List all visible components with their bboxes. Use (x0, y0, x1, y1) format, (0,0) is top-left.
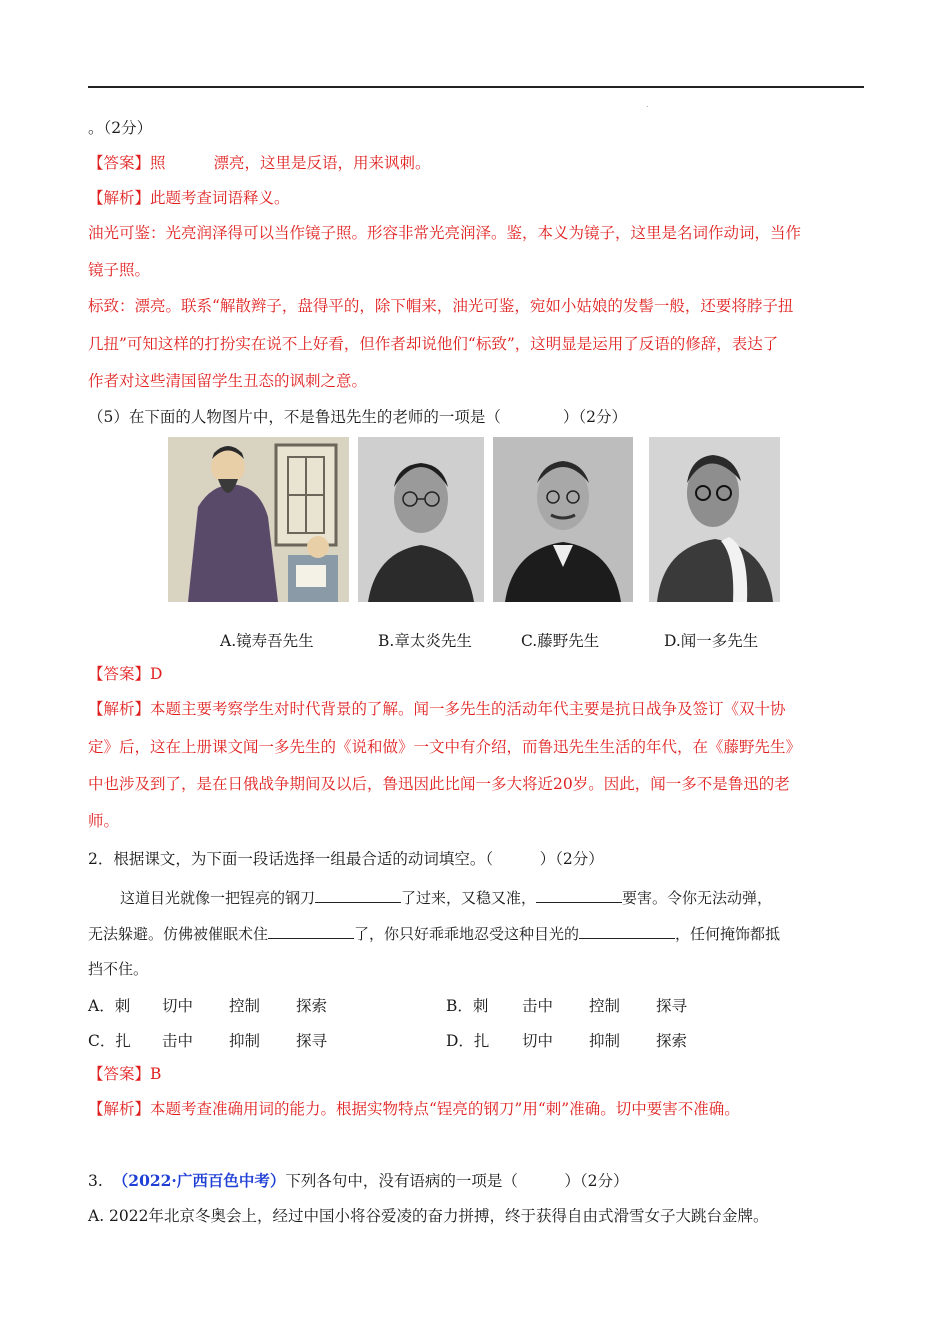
q3-stem-line (88, 1171, 628, 1191)
q5-analysis-line: 【解析】本题主要考察学生对时代背景的了解。闻一多先生的活动年代主要是抗日战争及签订《双十协 (88, 700, 786, 718)
q5-answer: 【答案】D (88, 665, 163, 683)
q4-analysis-label: 【解析】此题考查词语释义。 (88, 189, 290, 207)
fill-blank-1[interactable] (315, 886, 401, 903)
fragment-line: 。（2分） (88, 119, 153, 137)
option-b-2: 击中 (522, 997, 554, 1015)
photo-c-portrait (493, 437, 633, 602)
q2-analysis: 【解析】本题考查准确用词的能力。根据实物特点“锃亮的钢刀”用“刺”准确。切中要害不准确。 (88, 1100, 740, 1118)
option-d-3: 抑制 (589, 1032, 621, 1050)
q2-passage-line-2 (88, 922, 780, 944)
option-c-4: 探寻 (296, 1032, 328, 1050)
caption-b: B.章太炎先生 (378, 632, 472, 650)
caption-d: D.闻一多先生 (664, 632, 759, 650)
option-c-3: 抑制 (229, 1032, 261, 1050)
fill-blank-4[interactable] (579, 922, 675, 939)
q2-passage-line-1 (120, 886, 772, 908)
q3-source: （2022·广西百色中考） (112, 1171, 286, 1190)
q4-answer-label: 【答案】照 (88, 154, 166, 172)
option-d-2: 切中 (522, 1032, 554, 1050)
caption-c: C.藤野先生 (521, 632, 600, 650)
fill-blank-2[interactable] (536, 886, 622, 903)
q5-stem: （5）在下面的人物图片中，不是鲁迅先生的老师的一项是（ ）（2分） (88, 408, 627, 426)
option-b-3: 控制 (589, 997, 621, 1015)
q4-answer (88, 153, 431, 173)
q4-analysis-line: 作者对这些清国留学生丑态的讽刺之意。 (88, 372, 368, 390)
header-rule (88, 86, 864, 88)
caption-a: A.镜寿吾先生 (220, 632, 314, 650)
passage-text: 这道目光就像一把锃亮的钢刀 (120, 889, 316, 907)
passage-text: 了，你只好乖乖地忍受这种目光的 (354, 925, 580, 943)
option-c-1[interactable]: C．扎 (88, 1032, 131, 1050)
q2-stem: 2．根据课文，为下面一段话选择一组最合适的动词填空。（ ）（2分） (88, 850, 604, 868)
q2-answer: 【答案】B (88, 1065, 162, 1083)
q4-answer-text: 漂亮，这里是反语，用来讽刺。 (213, 154, 431, 172)
option-b-1[interactable]: B．刺 (446, 997, 489, 1015)
passage-text: 无法躲避。仿佛被催眠术住 (88, 925, 269, 943)
q2-passage-line-3: 挡不住。 (88, 960, 149, 978)
photo-a-portrait (168, 437, 349, 602)
option-d-1[interactable]: D．扎 (446, 1032, 490, 1050)
q3-number: 3. (88, 1172, 103, 1190)
q3-option-a[interactable]: A. 2022年北京冬奥会上，经过中国小将谷爱凌的奋力拼搏，终于获得自由式滑雪女子大跳台金牌。 (88, 1207, 769, 1225)
q5-analysis-line: 师。 (88, 812, 120, 830)
q4-analysis-line: 油光可鉴：光亮润泽得可以当作镜子照。形容非常光亮润泽。鉴，本义为镜子，这里是名词作动词，当作 (88, 224, 802, 242)
header-dot: . (646, 100, 649, 109)
q3-stem: 下列各句中，没有语病的一项是（ ）（2分） (285, 1172, 629, 1190)
option-d-4: 探索 (656, 1032, 688, 1050)
fill-blank-3[interactable] (268, 922, 354, 939)
passage-text: 要害。令你无法动弹， (622, 889, 773, 907)
q4-analysis-line: 镜子照。 (88, 261, 151, 279)
option-a-3: 控制 (229, 997, 261, 1015)
q4-analysis-line: 几扭”可知这样的打扮实在说不上好看，但作者却说他们“标致”，这明显是运用了反语的修辞，表达了 (88, 335, 779, 353)
passage-text: ，任何掩饰都抵 (675, 925, 781, 943)
photo-d-portrait (649, 437, 780, 602)
q5-analysis-line: 中也涉及到了，是在日俄战争期间及以后，鲁迅因此比闻一多大将近20岁。因此，闻一多不是鲁迅的老 (88, 775, 790, 793)
passage-text: 了过来，又稳又准， (401, 889, 537, 907)
photo-b-portrait (358, 437, 484, 602)
q5-analysis-line: 定》后，这在上册课文闻一多先生的《说和做》一文中有介绍，而鲁迅先生生活的年代，在《藤野先生》 (88, 738, 802, 756)
option-a-4: 探索 (296, 997, 328, 1015)
q4-analysis-line: 标致：漂亮。联系“解散辫子，盘得平的，除下帽来，油光可鉴，宛如小姑娘的发髻一般，还要将脖子扭 (88, 297, 794, 315)
option-c-2: 击中 (162, 1032, 194, 1050)
option-b-4: 探寻 (656, 997, 688, 1015)
option-a-2: 切中 (162, 997, 194, 1015)
option-a-1[interactable]: A．刺 (88, 997, 131, 1015)
